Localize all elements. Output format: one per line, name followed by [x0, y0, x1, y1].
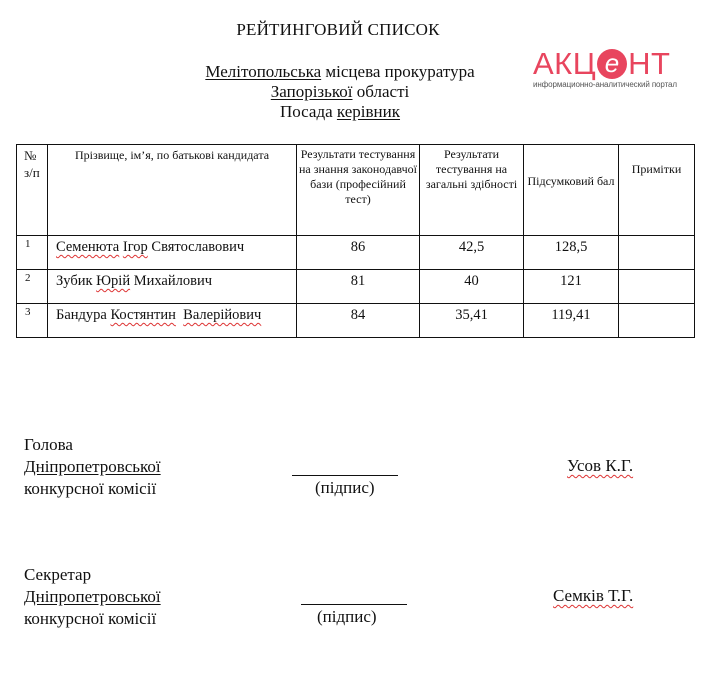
table-row [17, 304, 695, 338]
table-row [17, 236, 695, 270]
signature-line [301, 604, 407, 605]
position-label: Посада [279, 102, 337, 121]
notes-cell [619, 270, 695, 304]
table-header-row [17, 145, 695, 236]
candidate-patronymic: Святославович [151, 239, 245, 255]
signature-caption: (підпис) [317, 607, 377, 626]
header-full-name: Прізвище, ім’я, по батькові кандидата [48, 145, 297, 236]
general-test-score: 35,41 [420, 304, 524, 338]
subtitle-line-1 [140, 62, 540, 82]
row-number: 2 [17, 270, 48, 304]
row-number: 1 [17, 236, 48, 270]
signatory-region: Дніпропетровської [24, 457, 161, 476]
notes-cell [619, 304, 695, 338]
candidate-first-name: Костянтин [110, 307, 176, 323]
logo-word-part-2: НТ [628, 46, 671, 81]
total-score: 128,5 [524, 236, 619, 270]
document-subtitle [140, 62, 540, 122]
logo-word-part-1: АКЦ [533, 46, 597, 81]
table-row [17, 270, 695, 304]
subtitle-line-2-rest: області [352, 82, 410, 101]
candidate-surname: Зубик [56, 273, 93, 289]
rating-table [16, 144, 695, 338]
legal-test-score: 86 [297, 236, 420, 270]
signatory-role: Секретар [24, 565, 92, 584]
header-number: № з/п [17, 145, 48, 236]
logo-tagline: информационно-аналитический портал [533, 80, 677, 89]
subtitle-line-3 [140, 102, 540, 122]
header-general-test: Результати тестування на загальні здібності [420, 145, 524, 236]
candidate-name [48, 270, 297, 304]
total-score: 119,41 [524, 304, 619, 338]
row-number: 3 [17, 304, 48, 338]
signature-caption: (підпис) [315, 478, 375, 497]
signature-line [292, 475, 398, 476]
signatory-name-text: Семків Т.Г. [553, 586, 634, 605]
akcent-logo [533, 48, 698, 98]
subtitle-line-1-rest: місцева прокуратура [321, 62, 475, 81]
document-title: РЕЙТИНГОВИЙ СПИСОК [236, 20, 440, 39]
candidate-name [48, 304, 297, 338]
candidate-surname: Семенюта [56, 239, 120, 255]
logo-e-circle-icon: е [597, 49, 627, 79]
signatory-role: Голова [24, 435, 73, 454]
logo-wordmark [533, 48, 698, 80]
candidate-patronymic: Валерійович [183, 307, 262, 323]
prosecutor-office-name: Мелітопольська [205, 62, 322, 81]
header-notes: Примітки [619, 145, 695, 236]
legal-test-score: 81 [297, 270, 420, 304]
position-value: керівник [336, 102, 401, 121]
notes-cell [619, 236, 695, 270]
total-score: 121 [524, 270, 619, 304]
legal-test-score: 84 [297, 304, 420, 338]
candidate-name [48, 236, 297, 270]
region-name: Запорізької [270, 82, 353, 101]
signatory-body: конкурсної комісії [24, 479, 157, 498]
candidate-first-name: Юрій [96, 273, 131, 289]
candidate-first-name: Ігор [122, 239, 148, 255]
signature-secretary [24, 564, 167, 630]
candidate-surname: Бандура [56, 307, 107, 323]
signatory-body: конкурсної комісії [24, 609, 157, 628]
candidate-patronymic: Михайлович [133, 273, 213, 289]
signatory-region: Дніпропетровської [24, 587, 161, 606]
signatory-name [567, 456, 633, 476]
header-legal-test: Результати тестування на знання законодавчої бази (професійний тест) [297, 145, 420, 236]
header-total-score: Підсумковий бал [524, 145, 619, 236]
signatory-name-text: Усов К.Г. [567, 456, 634, 475]
general-test-score: 40 [420, 270, 524, 304]
signature-chairman [24, 434, 161, 500]
subtitle-line-2 [140, 82, 540, 102]
signatory-name [553, 586, 633, 606]
general-test-score: 42,5 [420, 236, 524, 270]
